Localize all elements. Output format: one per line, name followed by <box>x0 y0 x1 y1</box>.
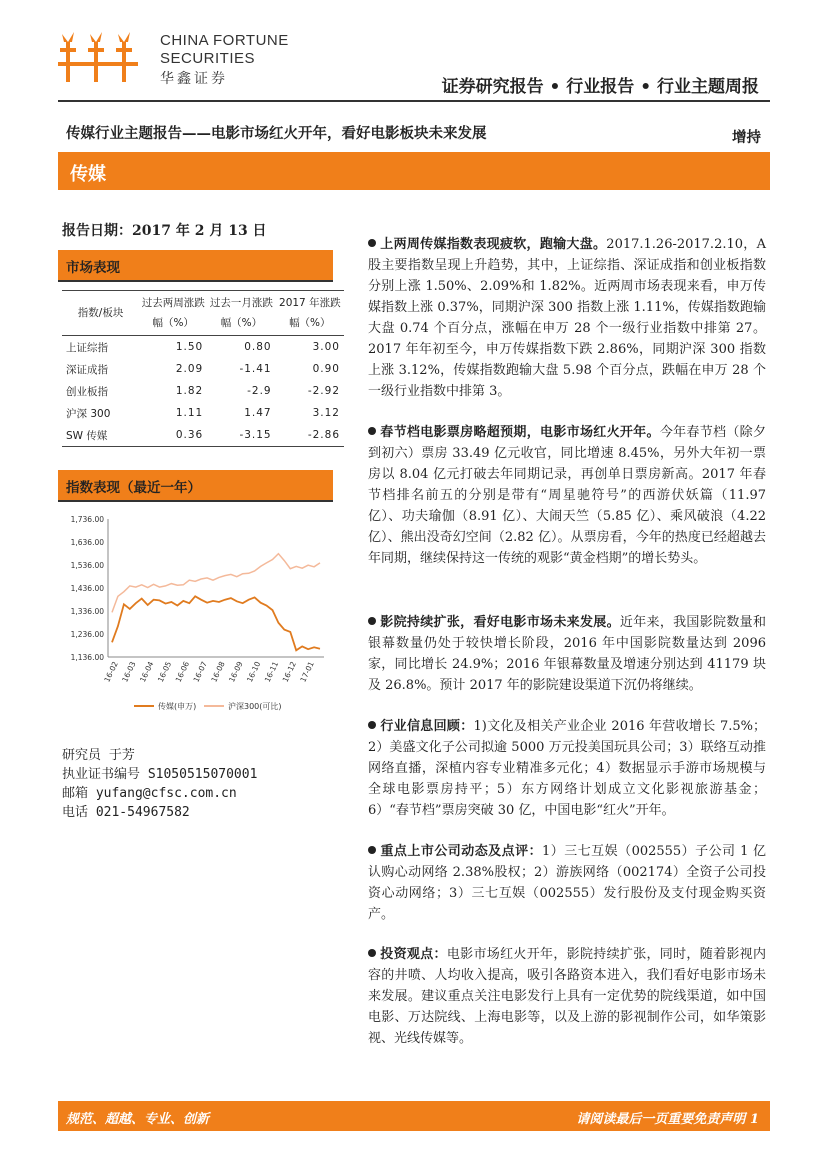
section-lead: 影院持续扩张，看好电影市场未来发展。 <box>380 615 620 630</box>
legend-label: 传媒(申万) <box>158 702 197 711</box>
summary-section <box>368 716 766 821</box>
one-month-change: -3.15 <box>239 429 272 441</box>
sector-banner <box>58 152 770 190</box>
x-tick-label: 16-05 <box>155 660 174 684</box>
two-week-change: 1.82 <box>175 385 204 397</box>
index-name: 沪深 300 <box>66 407 111 420</box>
brand-name-en-2: SECURITIES <box>160 50 256 67</box>
one-month-change: -2.9 <box>247 385 272 397</box>
bullet-icon <box>368 239 376 247</box>
one-month-change: 0.80 <box>244 341 272 353</box>
section-lead: 行业信息回顾： <box>380 719 474 734</box>
table-row <box>62 358 344 380</box>
summary-section <box>368 612 766 696</box>
report-date: 报告日期：2017 年 2 月 13 日 <box>62 223 267 239</box>
x-tick-label: 16-02 <box>102 660 120 684</box>
two-week-change: 0.36 <box>175 429 204 441</box>
header-divider <box>58 100 770 102</box>
summary-section <box>368 944 766 1049</box>
ytd-change: -2.86 <box>307 429 340 441</box>
section-body: 1)文化及相关产业企业 2016 年营收增长 7.5%；2）美盛文化子公司拟逾 5000 万元投美国玩具公司；3）联络互动推网络直播，深植内容专业精准多元化；4）数据显示手游市场规模与全球电影票房持平；5）东方网络计划成立文化影视旅游基金；6）“春节档”票房突破 30 亿，中国电影“红火”开年。 <box>368 719 766 818</box>
y-tick-label: 1,336.00 <box>70 607 104 616</box>
section-lead: 投资观点： <box>380 947 447 962</box>
column-header: 2017 年涨跌幅（%） <box>279 297 341 329</box>
x-tick-label: 16-12 <box>280 660 298 684</box>
two-week-change: 1.50 <box>175 341 204 353</box>
column-header: 指数/板块 <box>77 307 124 319</box>
analyst-license: 执业证书编号 S1050515070001 <box>62 767 258 782</box>
ytd-change: -2.92 <box>307 385 340 397</box>
section-body: 今年春节档（除夕到初六）票房 33.49 亿元收官，同比增速 8.45%，另外大年初一票房以 8.04 亿元打破去年同期记录，再创单日票房新高。2017 年春节档排名前五的分别是带有“周星驰符号”的西游伏妖篇（11.97 亿）、功夫瑜伽（8.91 亿）、大闹天竺（5.85 亿）、乘风破浪（4.22 亿）、熊出没奇幻空间（2.82 亿）。从票房看，今年的热度已经超越去年同期，继续保持这一传统的观影“黄金档期”的增长势头。 <box>368 425 766 566</box>
two-week-change: 1.11 <box>175 407 204 419</box>
column-header: 过去两周涨跌幅（%） <box>141 297 205 329</box>
section-body: 1）三七互娱（002555）子公司 1 亿认购心动网络 2.38%股权；2）游族网络（002174）全资子公司投资心动网络；3）三七互娱（002555）发行股份及支付现金购买资产。 <box>368 844 766 922</box>
y-tick-label: 1,236.00 <box>70 630 104 639</box>
section-lead: 重点上市公司动态及点评： <box>380 844 543 859</box>
x-tick-label: 16-04 <box>138 660 156 684</box>
y-tick-label: 1,536.00 <box>70 561 104 570</box>
one-month-change: 1.47 <box>244 407 272 419</box>
section-lead: 春节档电影票房略超预期，电影市场红火开年。 <box>380 425 660 440</box>
company-logo <box>58 28 148 88</box>
table-header-row <box>62 291 344 336</box>
bullet-icon <box>368 846 376 854</box>
x-tick-label: 17-01 <box>298 660 316 684</box>
series-line <box>112 596 320 650</box>
footer-disclaimer: 请阅读最后一页重要免责声明 1 <box>576 1112 759 1127</box>
rating-label: 增持 <box>732 129 761 146</box>
table-row <box>62 380 344 402</box>
one-month-change: -1.41 <box>239 363 272 375</box>
section-body: 近年来，我国影院数量和银幕数量仍处于较快增长阶段，2016 年中国影院数量达到 2096 家，同比增长 24.9%；2016 年银幕数量及增速分别达到 41179 块及 26.8%。预计 2017 年的影院建设渠道下沉仍将继续。 <box>368 615 766 693</box>
column-header: 过去一月涨跌幅（%） <box>209 297 273 329</box>
y-tick-label: 1,736.00 <box>70 515 104 524</box>
index-chart <box>62 505 337 720</box>
x-tick-label: 16-03 <box>120 660 138 684</box>
analyst-name: 研究员 于芳 <box>62 748 135 763</box>
sector-name: 传媒 <box>70 164 106 185</box>
ytd-change: 0.90 <box>312 363 340 375</box>
footer-motto: 规范、超越、专业、创新 <box>66 1112 210 1127</box>
index-perf-section-title: 指数表现（最近一年） <box>66 480 201 496</box>
market-table <box>62 290 344 447</box>
analyst-phone: 电话 021-54967582 <box>62 805 190 820</box>
legend-label: 沪深300(可比) <box>228 702 282 711</box>
x-tick-label: 16-08 <box>209 660 227 684</box>
table-row <box>62 336 344 359</box>
bullet-icon <box>368 617 376 625</box>
ytd-change: 3.00 <box>312 341 340 353</box>
y-tick-label: 1,436.00 <box>70 584 104 593</box>
bullet-icon <box>368 721 376 729</box>
x-tick-label: 16-10 <box>244 660 263 684</box>
x-tick-label: 16-07 <box>191 660 209 684</box>
bullet-icon <box>368 427 376 435</box>
table-row <box>62 402 344 424</box>
index-perf-section-header <box>58 470 333 502</box>
section-lead: 上两周传媒指数表现疲软，跑输大盘。 <box>380 237 607 252</box>
table-row <box>62 424 344 447</box>
market-section-header <box>58 250 333 282</box>
two-week-change: 2.09 <box>175 363 204 375</box>
summary-section <box>368 422 766 569</box>
x-tick-label: 16-09 <box>227 660 245 684</box>
bullet-icon <box>368 949 376 957</box>
section-body: 2017.1.26-2017.2.10，A 股主要指数呈现上升趋势，其中，上证综指、深证成指和创业板指数分别上涨 1.50%、2.09%和 1.82%。近两周市场表现来看，申万传媒指数上涨 0.37%，同期沪深 300 指数上涨 1.11%，传媒指数跑输大盘 0.74 个百分点，涨幅在申万 28 个一级行业指数中排第 27。2017 年年初至今，申万传媒指数下跌 2.86%，同期沪深 300 指数上涨 3.12%，传媒指数跑输大盘 5.98 个百分点，跌幅在申万 28 个一级行业指数中排第 3。 <box>368 237 766 399</box>
index-name: SW 传媒 <box>66 429 108 442</box>
y-tick-label: 1,136.00 <box>70 653 104 662</box>
summary-section <box>368 841 766 925</box>
series-line <box>112 554 320 613</box>
report-title: 传媒行业主题报告——电影市场红火开年，看好电影板块未来发展 <box>66 125 487 142</box>
market-section-title: 市场表现 <box>66 260 120 276</box>
ytd-change: 3.12 <box>312 407 340 419</box>
report-series-title: 证券研究报告 • 行业报告 • 行业主题周报 <box>441 77 759 97</box>
brand-name-cn: 华鑫证券 <box>160 71 228 87</box>
analyst-email: 邮箱 yufang@cfsc.com.cn <box>62 786 237 801</box>
x-tick-label: 16-06 <box>173 660 192 684</box>
index-name: 深证成指 <box>66 363 108 376</box>
y-tick-label: 1,636.00 <box>70 538 104 547</box>
summary-section <box>368 234 766 402</box>
index-name: 创业板指 <box>66 385 108 398</box>
brand-name-en-1: CHINA FORTUNE <box>160 32 289 49</box>
x-tick-label: 16-11 <box>262 660 281 684</box>
section-body: 电影市场红火开年，影院持续扩张，同时，随着影视内容的井喷、人均收入提高，吸引各路资本进入，我们看好电影市场未来发展。建议重点关注电影发行上具有一定优势的院线渠道，如中国电影、万达院线、上海电影等，以及上游的影视制作公司，如华策影视、光线传媒等。 <box>368 947 766 1046</box>
index-name: 上证综指 <box>66 341 108 354</box>
